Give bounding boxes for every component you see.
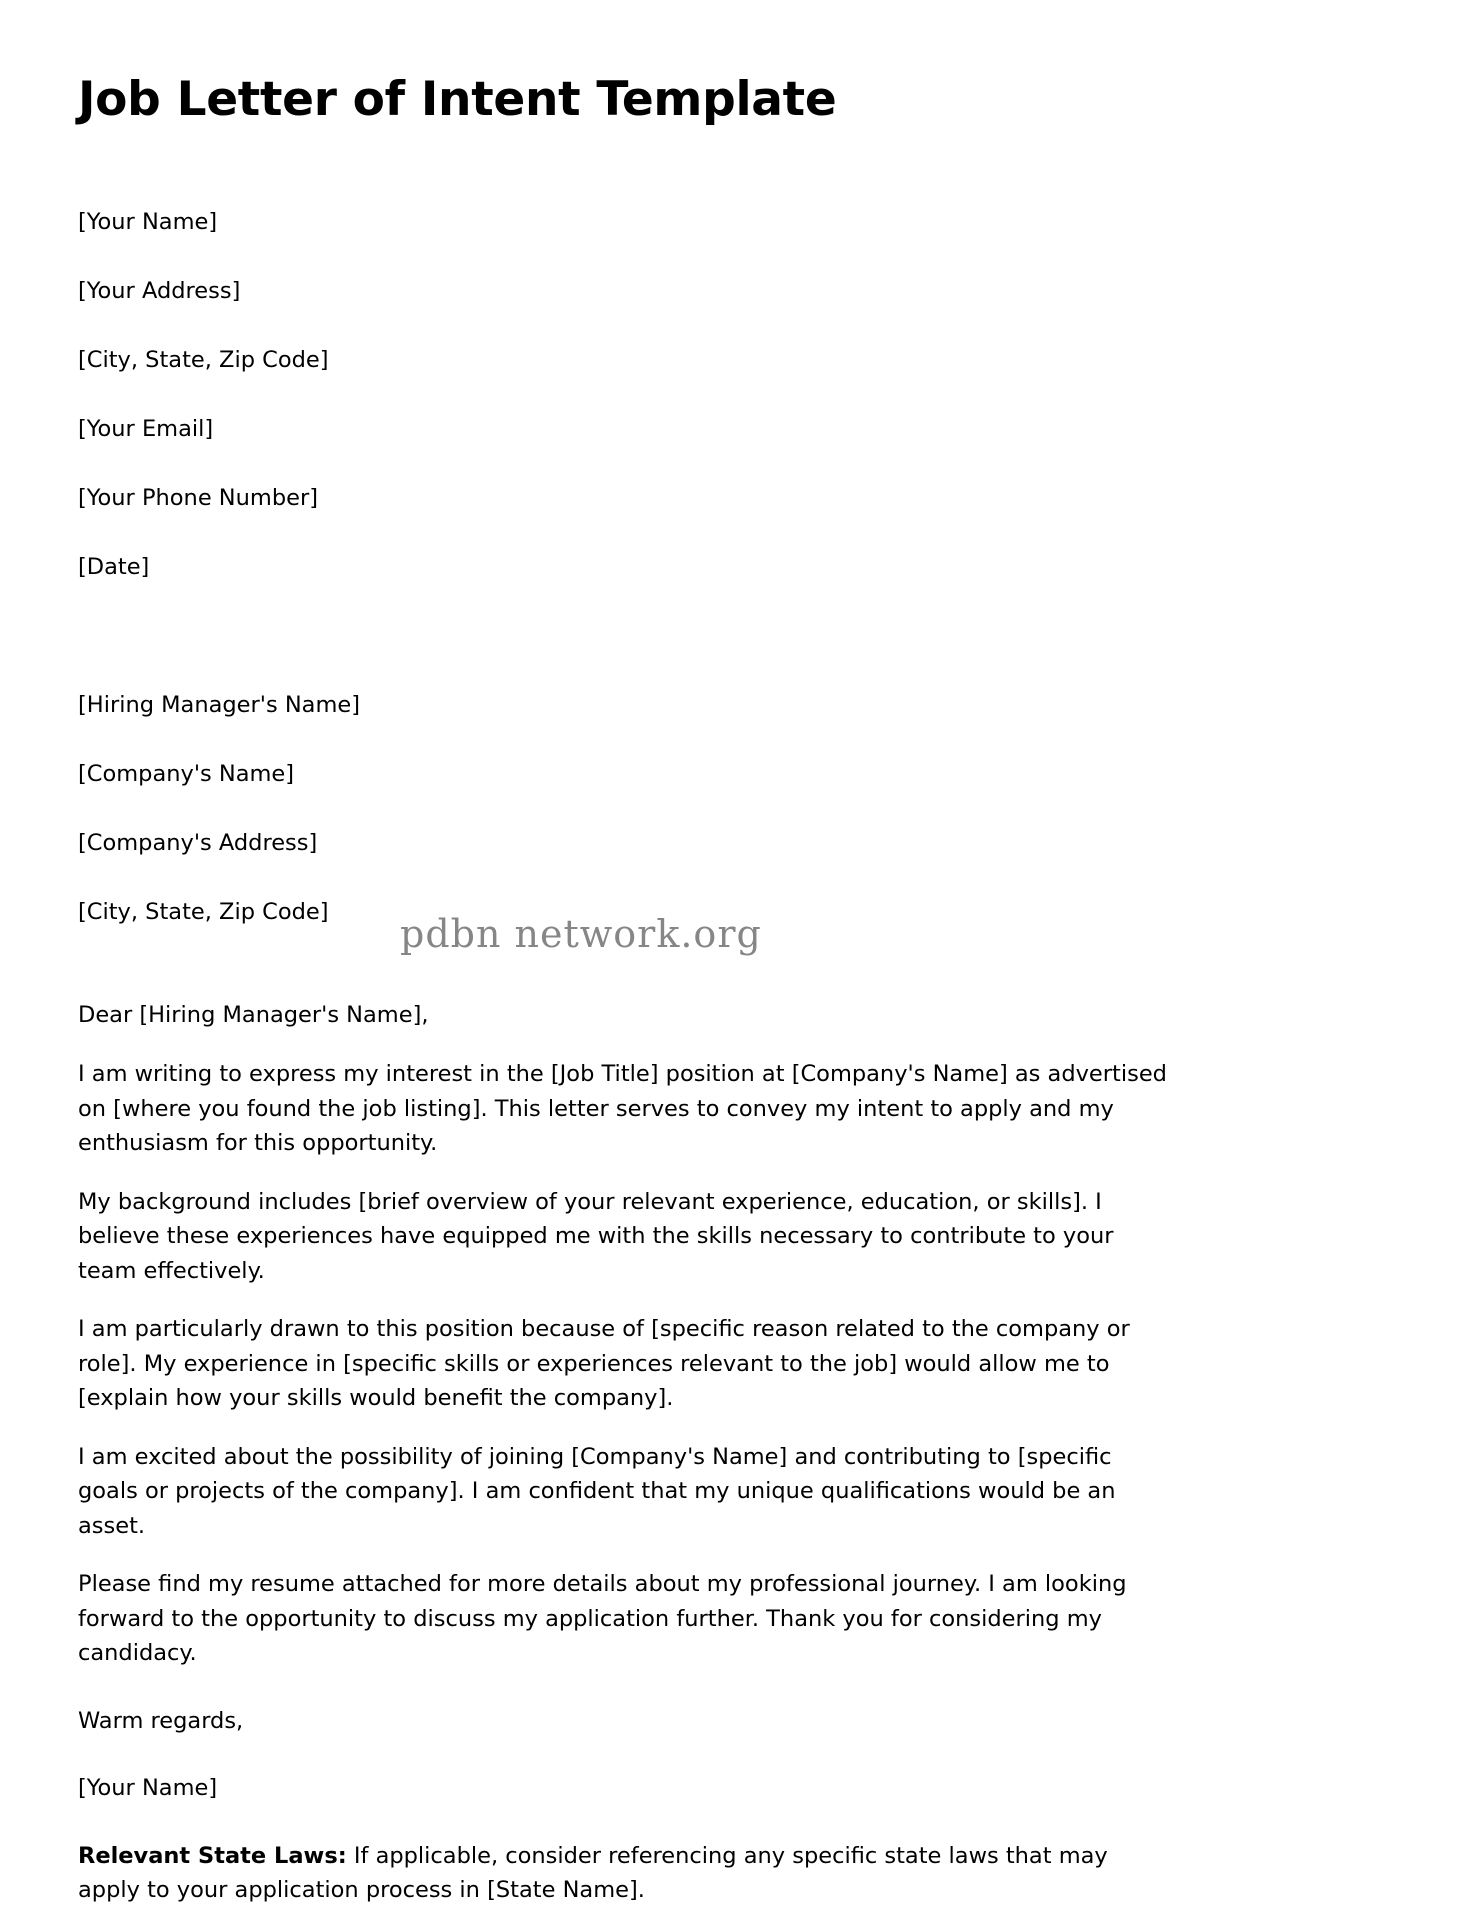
body-paragraph-3: I am particularly drawn to this position because of [specific reason related to the company or role]. My experience in [specific skills or experiences relevant to the job] would allow me to [explain how your skills would benefit the company]. (78, 1316, 1130, 1412)
block-spacer (78, 964, 1342, 998)
body-paragraph-5: Please find my resume attached for more details about my professional journey. I am looking forward to the opportunity to discuss my application further. Thank you for considering my candidacy. (78, 1571, 1127, 1667)
body-paragraph-2: My background includes [brief overview of your relevant experience, education, or skills]. I believe these experiences have equipped me with the skills necessary to contribute to your team effectively. (78, 1188, 1114, 1284)
sender-line-address: [Your Address] (78, 278, 241, 305)
sender-line-phone: [Your Phone Number] (78, 485, 318, 512)
relevant-state-laws-text: If applicable, consider referencing any specific state laws that may apply to your application process in [State Name]. (78, 1842, 1108, 1904)
sender-address-block (78, 171, 1342, 620)
body-paragraph-1: I am writing to express my interest in the [Job Title] position at [Company's Name] as advertised on [where you found the job listing]. This letter serves to convey my intent to apply and my enthusiasm for this opportunity. (78, 1061, 1167, 1157)
recipient-address-block (78, 653, 1342, 964)
watermark: pdbn network.org (400, 912, 762, 956)
salutation: Dear [Hiring Manager's Name], (78, 1001, 429, 1028)
signature-spacer (78, 1738, 1342, 1771)
relevant-state-laws-note (78, 1839, 1168, 1908)
recipient-line-address: [Company's Address] (78, 829, 318, 856)
sender-line-date: [Date] (78, 554, 150, 581)
sender-line-name: [Your Name] (78, 209, 218, 236)
sender-line-email: [Your Email] (78, 416, 214, 443)
closing-spacer (78, 1671, 1342, 1704)
recipient-line-city: [City, State, Zip Code] (78, 898, 329, 925)
recipient-line-company: [Company's Name] (78, 760, 295, 787)
page-title: Job Letter of Intent Template (78, 72, 837, 127)
paragraph-spacer (78, 1032, 1342, 1057)
signature-line: [Your Name] (78, 1775, 218, 1802)
body-paragraph-4: I am excited about the possibility of joining [Company's Name] and contributing to [specific goals or projects of the company]. I am confident that my unique qualifications would be an asset. (78, 1443, 1116, 1539)
closing-line: Warm regards, (78, 1707, 244, 1734)
block-spacer (78, 619, 1342, 653)
relevant-state-laws-label: Relevant State Laws: (78, 1842, 347, 1869)
recipient-line-manager: [Hiring Manager's Name] (78, 691, 360, 718)
note-spacer (78, 1806, 1342, 1839)
sender-line-city: [City, State, Zip Code] (78, 347, 329, 374)
